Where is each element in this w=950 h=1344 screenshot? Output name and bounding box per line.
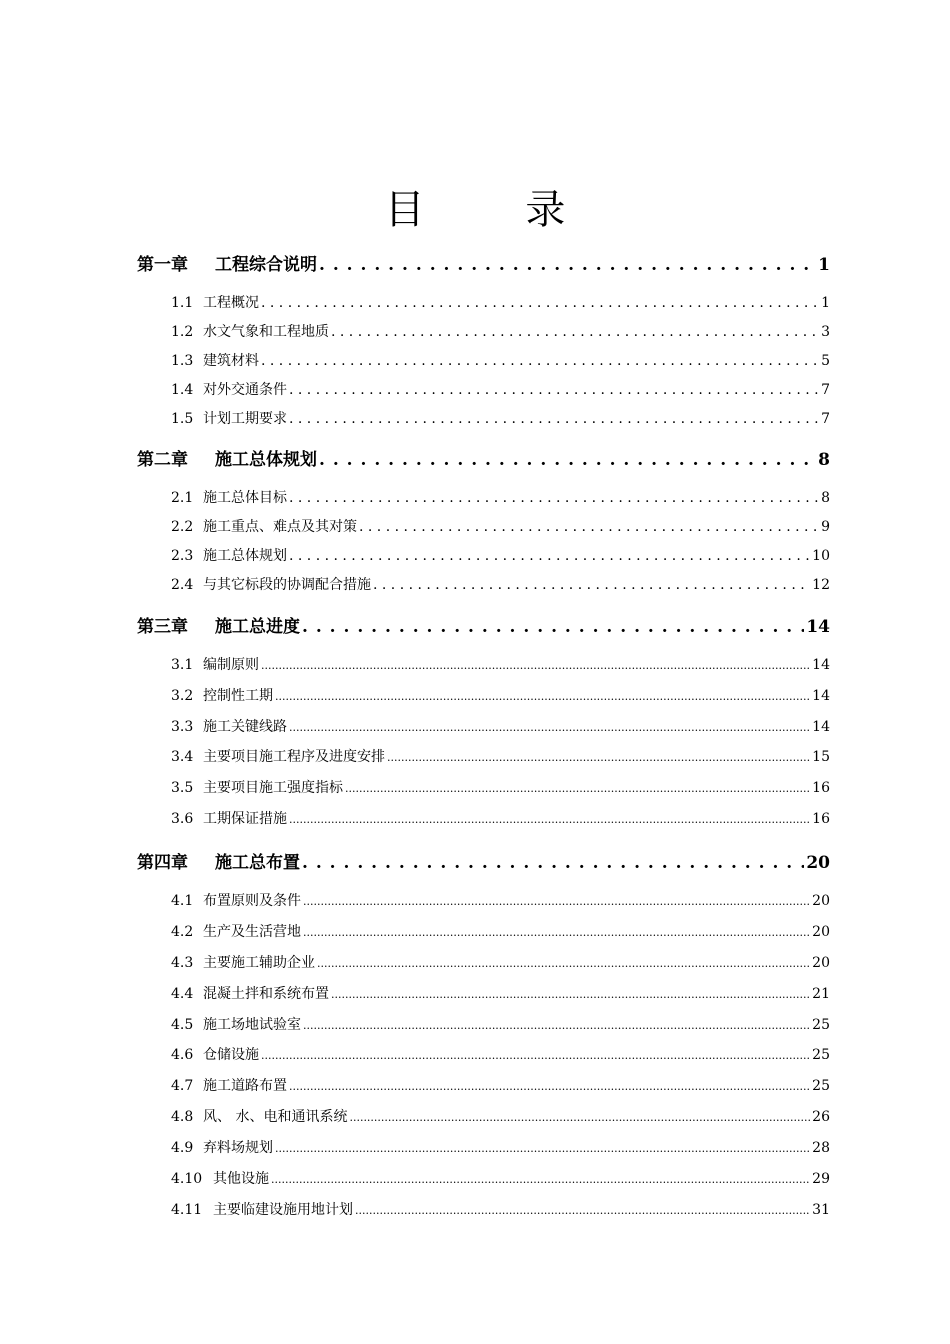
section-title: 混凝土拌和系统布置 [203,986,329,1002]
toc-chapter-2[interactable] [137,445,830,470]
page-number: 14 [812,719,830,735]
section-number: 3.5 [171,780,194,796]
section-title: 对外交通条件 [203,382,287,398]
dot-leader [289,411,819,427]
section-number: 4.4 [171,986,194,1002]
section-number: 4.6 [171,1047,194,1063]
page-number: 16 [812,811,830,827]
page-number: 12 [812,577,830,593]
section-title: 其他设施 [213,1171,269,1187]
section-title: 施工道路布置 [203,1078,287,1094]
page-number: 10 [812,548,830,564]
section-title: 施工总体目标 [203,490,287,506]
section-number: 2.1 [171,490,194,506]
toc-section-2-4[interactable] [137,574,830,594]
dot-leader [275,1140,810,1156]
section-title: 编制原则 [203,657,259,673]
dot-leader [331,324,819,340]
toc-section-1-2[interactable] [137,321,830,341]
chapter-number: 第三章 [137,617,188,637]
chapter-title: 施工总进度 [215,617,300,637]
section-number: 4.7 [171,1078,194,1094]
section-title: 工期保证措施 [203,811,287,827]
dot-leader [289,490,819,506]
toc-section-3-6[interactable] [137,808,830,828]
section-number: 3.4 [171,749,194,765]
dot-leader [275,688,810,704]
page-number: 8 [821,490,830,506]
toc-section-2-3[interactable] [137,545,830,565]
section-title: 施工关键线路 [203,719,287,735]
toc-section-1-1[interactable] [137,292,830,312]
section-title: 水文气象和工程地质 [203,324,329,340]
section-number: 4.3 [171,955,194,971]
toc-section-3-2[interactable] [137,685,830,705]
page-number: 26 [812,1109,830,1125]
chapter-number: 第一章 [137,255,188,275]
page-number: 1 [818,255,830,275]
page-number: 28 [812,1140,830,1156]
toc-section-4-11[interactable] [137,1199,830,1219]
toc-section-1-4[interactable] [137,379,830,399]
toc-section-4-1[interactable] [137,890,830,910]
page-number: 5 [821,353,830,369]
page-number: 20 [812,893,830,909]
chapter-title: 工程综合说明 [215,255,317,275]
toc-section-4-7[interactable] [137,1075,830,1095]
page-number: 8 [818,450,830,470]
toc-chapter-3[interactable] [137,612,830,637]
dot-leader [331,986,810,1002]
section-title: 生产及生活营地 [203,924,301,940]
toc-section-3-1[interactable] [137,654,830,674]
page-number: 29 [812,1171,830,1187]
section-number: 1.1 [171,295,194,311]
dot-leader [317,955,810,971]
page-number: 21 [812,986,830,1002]
toc-section-4-5[interactable] [137,1014,830,1034]
toc-section-4-8[interactable] [137,1106,830,1126]
section-number: 1.2 [171,324,194,340]
page-number: 15 [812,749,830,765]
page-title: 目 录 [384,187,610,233]
dot-leader [303,893,810,909]
dot-leader [261,1047,810,1063]
section-title: 主要施工辅助企业 [203,955,315,971]
toc-chapter-4[interactable] [137,848,830,873]
page-number: 20 [812,924,830,940]
toc-section-3-3[interactable] [137,716,830,736]
page-number: 14 [812,657,830,673]
chapter-number: 第二章 [137,450,188,470]
dot-leader [271,1171,810,1187]
page-number: 25 [812,1078,830,1094]
page-number: 7 [821,411,830,427]
chapter-number: 第四章 [137,853,188,873]
dot-leader [289,548,810,564]
section-title: 主要项目施工强度指标 [203,780,343,796]
toc-section-1-3[interactable] [137,350,830,370]
dot-leader [261,353,819,369]
toc-section-3-5[interactable] [137,777,830,797]
section-title: 与其它标段的协调配合措施 [203,577,371,593]
section-number: 3.1 [171,657,194,673]
toc-section-4-4[interactable] [137,983,830,1003]
section-number: 4.1 [171,893,194,909]
section-number: 4.10 [171,1171,203,1187]
page-number: 31 [812,1202,830,1218]
chapter-title: 施工总体规划 [215,450,317,470]
toc-section-4-9[interactable] [137,1137,830,1157]
toc-chapter-1[interactable] [137,250,830,275]
section-number: 4.5 [171,1017,194,1033]
section-number: 1.5 [171,411,194,427]
page-number: 16 [812,780,830,796]
page-number: 1 [821,295,830,311]
section-number: 1.4 [171,382,194,398]
section-title: 控制性工期 [203,688,273,704]
page-number: 14 [812,688,830,704]
page-number: 20 [812,955,830,971]
section-title: 施工总体规划 [203,548,287,564]
dot-leader [302,617,804,637]
section-title: 施工场地试验室 [203,1017,301,1033]
dot-leader [303,924,810,940]
dot-leader [319,255,816,275]
page-number: 9 [821,519,830,535]
section-number: 1.3 [171,353,194,369]
toc-section-4-3[interactable] [137,952,830,972]
dot-leader [349,1109,810,1125]
section-number: 4.2 [171,924,194,940]
dot-leader [319,450,816,470]
section-title: 施工重点、难点及其对策 [203,519,357,535]
dot-leader [355,1202,810,1218]
toc-section-3-4[interactable] [137,746,830,766]
section-number: 4.11 [171,1202,203,1218]
section-title: 工程概况 [203,295,259,311]
section-number: 2.4 [171,577,194,593]
dot-leader [261,657,810,673]
chapter-title: 施工总布置 [215,853,300,873]
dot-leader [289,811,810,827]
section-number: 2.3 [171,548,194,564]
toc-section-1-5[interactable] [137,408,830,428]
section-title: 主要项目施工程序及进度安排 [203,749,385,765]
page-number: 20 [806,853,830,873]
page-number: 3 [821,324,830,340]
section-number: 3.3 [171,719,194,735]
section-title: 计划工期要求 [203,411,287,427]
dot-leader [373,577,810,593]
section-title: 主要临建设施用地计划 [213,1202,353,1218]
page-number: 25 [812,1017,830,1033]
section-number: 4.8 [171,1109,194,1125]
dot-leader [289,382,819,398]
section-number: 3.2 [171,688,194,704]
toc-section-4-10[interactable] [137,1168,830,1188]
section-title: 仓储设施 [203,1047,259,1063]
dot-leader [261,295,819,311]
section-title: 建筑材料 [203,353,259,369]
toc-section-2-1[interactable] [137,487,830,507]
toc-section-4-2[interactable] [137,921,830,941]
dot-leader [345,780,810,796]
toc-section-2-2[interactable] [137,516,830,536]
dot-leader [302,853,804,873]
dot-leader [359,519,819,535]
section-title: 弃料场规划 [203,1140,273,1156]
page-number: 14 [806,617,830,637]
dot-leader [289,719,810,735]
dot-leader [289,1078,810,1094]
section-title: 布置原则及条件 [203,893,301,909]
section-number: 4.9 [171,1140,194,1156]
toc-section-4-6[interactable] [137,1044,830,1064]
dot-leader [303,1017,810,1033]
section-number: 3.6 [171,811,194,827]
page-number: 7 [821,382,830,398]
page-number: 25 [812,1047,830,1063]
dot-leader [387,749,810,765]
section-title: 风、 水、电和通讯系统 [203,1109,348,1125]
section-number: 2.2 [171,519,194,535]
